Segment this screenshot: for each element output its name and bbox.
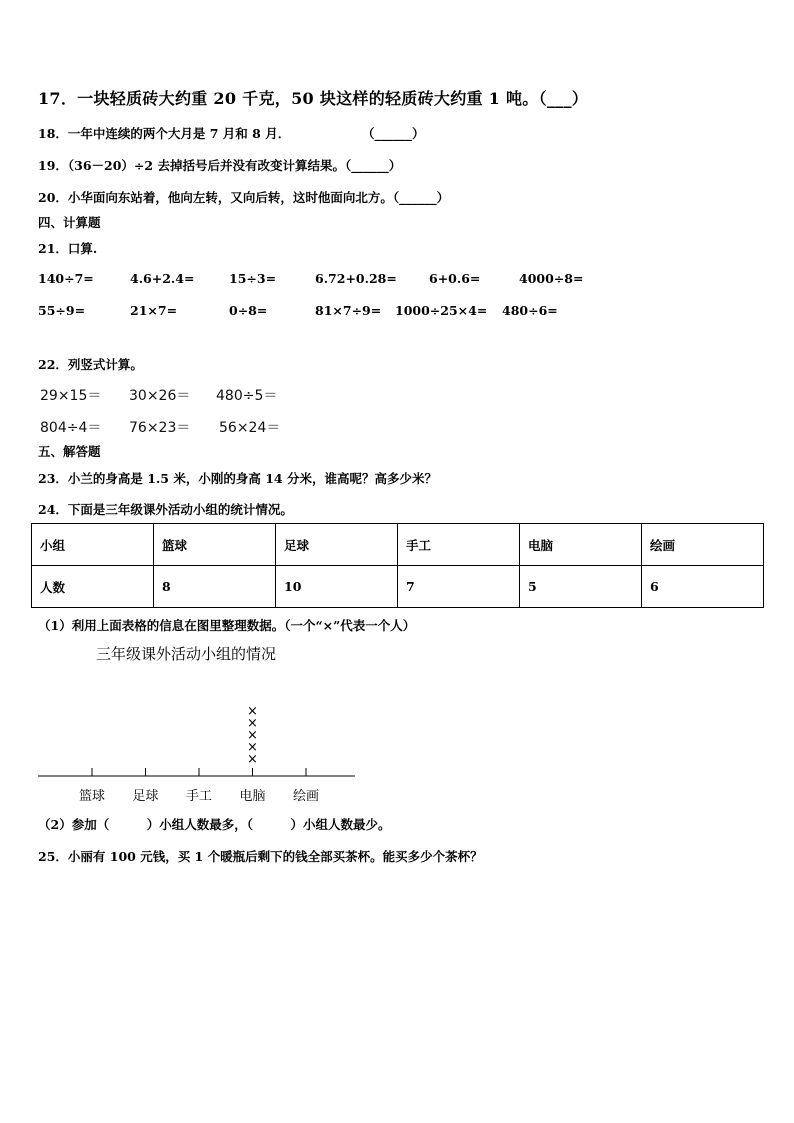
vertical-calc-item: 30×26＝	[129, 388, 191, 404]
question-24-part-1: （1）利用上面表格的信息在图里整理数据。（一个“×”代表一个人）	[38, 618, 416, 633]
pictograph-chart	[0, 690, 400, 810]
oral-calc-item: 6.72+0.28=	[315, 271, 397, 286]
oral-calc-item: 21×7=	[130, 303, 178, 318]
section-5-heading: 五、解答题	[38, 444, 101, 459]
chart-mark-x: ×	[247, 728, 258, 743]
table-cell: 绘画	[642, 524, 764, 566]
chart-category-label: 足球	[132, 789, 159, 804]
question-24-part-2: （2）参加（ ）小组人数最多，（ ）小组人数最少。	[38, 817, 391, 832]
question-18-blank: （______）	[362, 126, 425, 141]
question-22: 22．列竖式计算。	[38, 357, 143, 372]
chart-category-label: 篮球	[78, 789, 106, 804]
table-cell: 篮球	[154, 524, 276, 566]
table-cell: 5	[520, 566, 642, 608]
chart-mark-x: ×	[247, 752, 258, 767]
table-cell: 人数	[32, 566, 154, 608]
oral-calc-item: 1000÷25×4=	[395, 303, 488, 318]
vertical-calc-item: 76×23＝	[129, 420, 191, 436]
table-cell: 8	[154, 566, 276, 608]
table-cell: 6	[642, 566, 764, 608]
section-4-heading: 四、计算题	[38, 215, 101, 230]
chart-category-label: 手工	[185, 789, 213, 804]
table-cell: 手工	[398, 524, 520, 566]
oral-calc-item: 140÷7=	[38, 271, 94, 286]
chart-mark-x: ×	[247, 704, 258, 719]
chart-category-label: 绘画	[292, 789, 320, 804]
vertical-calc-item: 480÷5＝	[216, 388, 278, 404]
stats-table	[31, 523, 764, 608]
oral-calc-item: 0÷8=	[229, 303, 268, 318]
chart-title: 三年级课外活动小组的情况	[96, 645, 277, 663]
table-row	[32, 566, 764, 608]
question-21: 21．口算.	[38, 241, 98, 256]
table-cell: 足球	[276, 524, 398, 566]
oral-calc-item: 6+0.6=	[429, 271, 481, 286]
vertical-calc-item: 804÷4＝	[40, 420, 102, 436]
question-23: 23．小兰的身高是 1.5 米，小刚的身高 14 分米，谁高呢？高多少米？	[38, 471, 437, 486]
question-19: 19．（36－20）÷2 去掉括号后并没有改变计算结果。（______）	[38, 158, 402, 173]
question-25: 25．小丽有 100 元钱，买 1 个暖瓶后剩下的钱全部买茶杯。能买多少个茶杯？	[38, 849, 483, 864]
question-18: 18．一年中连续的两个大月是 7 月和 8 月．	[38, 126, 291, 141]
oral-calc-item: 81×7÷9=	[315, 303, 382, 318]
oral-calc-item: 4.6+2.4=	[130, 271, 195, 286]
oral-calc-item: 4000÷8=	[519, 271, 584, 286]
table-cell: 小组	[32, 524, 154, 566]
chart-category-label: 电脑	[239, 789, 266, 804]
table-cell: 电脑	[520, 524, 642, 566]
question-24: 24．下面是三年级课外活动小组的统计情况。	[38, 502, 293, 517]
vertical-calc-item: 29×15＝	[40, 388, 102, 404]
oral-calc-item: 15÷3=	[229, 271, 277, 286]
table-row	[32, 524, 764, 566]
table-cell: 10	[276, 566, 398, 608]
table-cell: 7	[398, 566, 520, 608]
oral-calc-item: 55÷9=	[38, 303, 86, 318]
chart-mark-x: ×	[247, 740, 258, 755]
oral-calc-item: 480÷6=	[502, 303, 558, 318]
question-20: 20．小华面向东站着，他向左转，又向后转，这时他面向北方。（______）	[38, 190, 450, 205]
question-17: 17．一块轻质砖大约重 20 千克，50 块这样的轻质砖大约重 1 吨。（___）	[38, 89, 589, 108]
vertical-calc-item: 56×24＝	[219, 420, 281, 436]
chart-mark-x: ×	[247, 716, 258, 731]
